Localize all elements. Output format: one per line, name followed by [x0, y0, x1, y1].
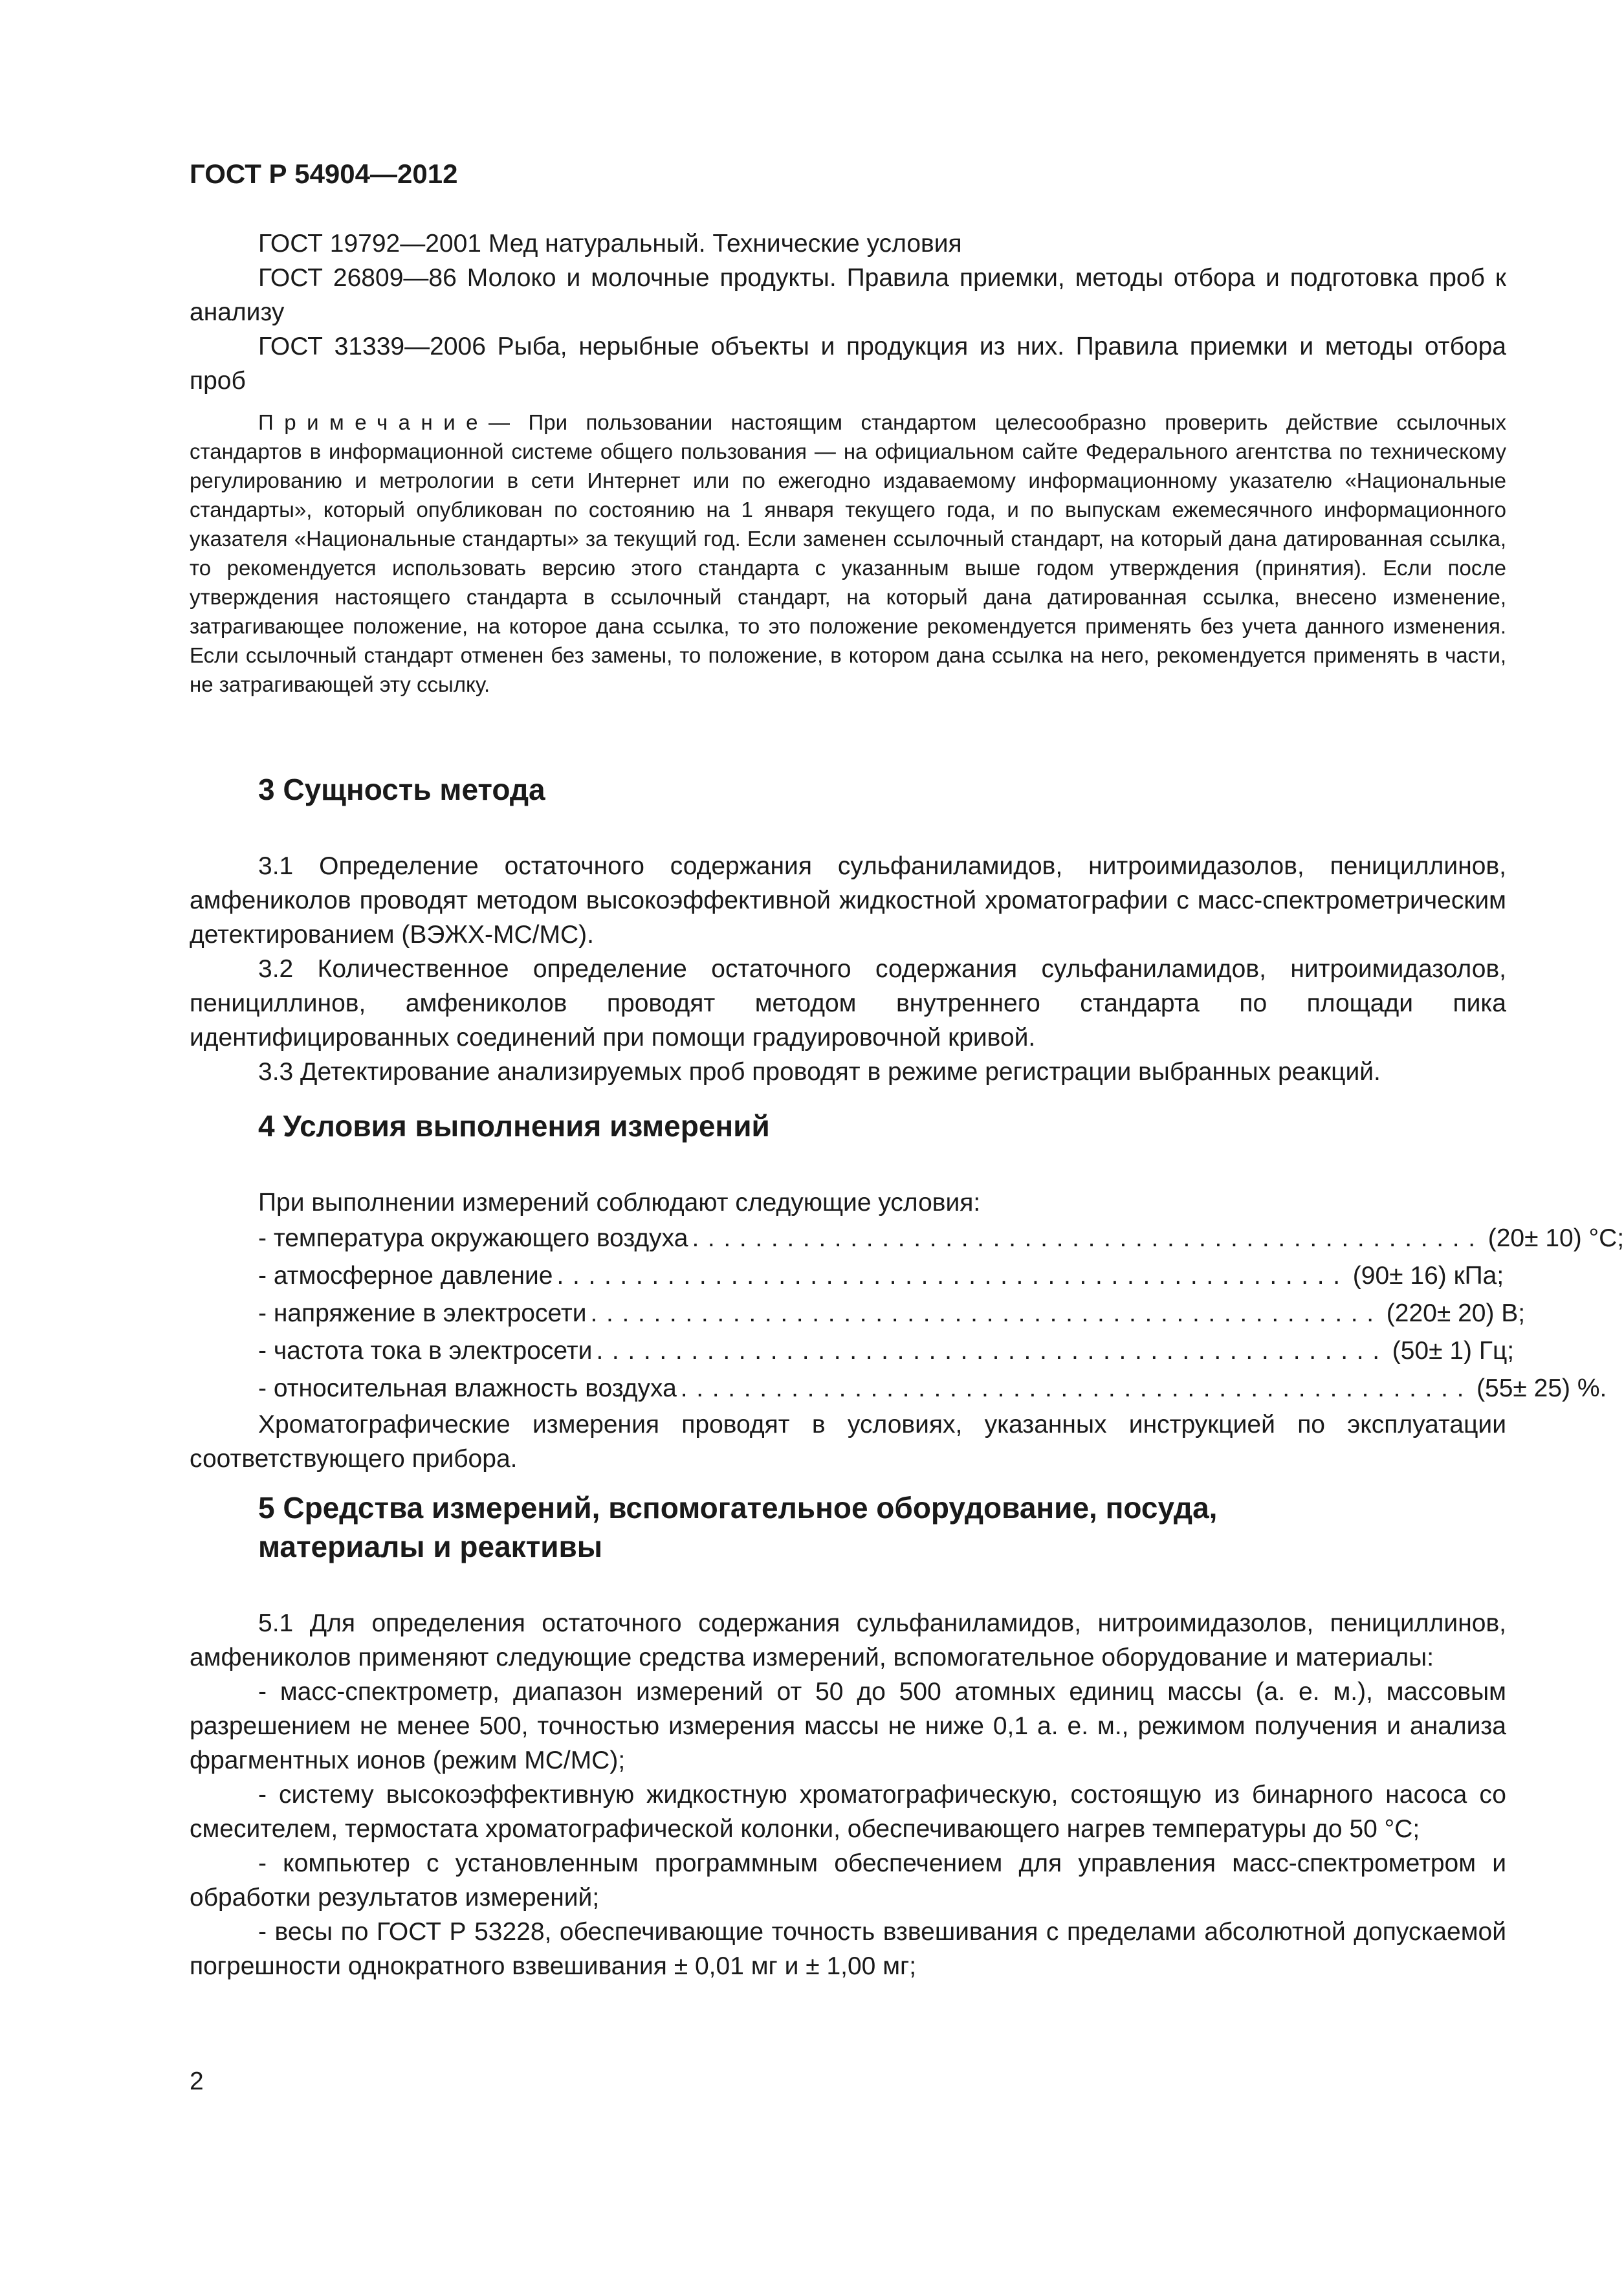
section-5	[190, 1488, 1506, 1983]
condition-label: - относительная влажность воздуха	[258, 1374, 677, 1402]
equipment-item: - масс-спектрометр, диапазон измерений от 50 до 500 атомных единиц массы (а. е. м.), массовым разрешением не менее 500, точностью измерения массы не ниже 0,1 а. е. м., режимом получения и анализа фрагментных ионов (режим МС/МС);	[190, 1678, 1506, 1774]
paragraph-3-1: 3.1 Определение остаточного содержания сульфаниламидов, нитроимидазолов, пенициллинов, амфениколов проводят методом высокоэффективной жидкостной хроматографии с масс-спектрометрическим детектированием (ВЭЖХ-МС/МС).	[190, 852, 1506, 949]
note-block	[190, 408, 1506, 699]
condition-value: (220± 20) В;	[1386, 1299, 1526, 1327]
condition-value: (90± 16) кПа;	[1352, 1262, 1504, 1290]
section-3-title: 3 Сущность метода	[258, 773, 545, 806]
section-4	[190, 1107, 1624, 1476]
section-5-title: 5 Средства измерений, вспомогательное оборудование, посуда, материалы и реактивы	[258, 1491, 1218, 1563]
condition-label: - температура окружающего воздуха	[258, 1224, 688, 1252]
page-number: 2	[190, 2067, 204, 2095]
condition-row: - атмосферное давление .................................................. (90± 16) кПа;	[258, 1257, 1293, 1295]
reference-item: ГОСТ 31339—2006 Рыба, нерыбные объекты и продукция из них. Правила приемки и методы отбора проб	[190, 333, 1506, 395]
condition-label: - частота тока в электросети	[258, 1337, 593, 1365]
paragraph-5-1: 5.1 Для определения остаточного содержания сульфаниламидов, нитроимидазолов, пенициллинов, амфениколов применяют следующие средства измерений, вспомогательное оборудование и материалы:	[190, 1609, 1506, 1671]
condition-label: - атмосферное давление	[258, 1262, 553, 1290]
condition-row: - напряжение в электросети .................................................. (220± 20) В;	[258, 1295, 1293, 1332]
conditions-intro: При выполнении измерений соблюдают следующие условия:	[258, 1189, 981, 1217]
conditions-outro: Хроматографические измерения проводят в условиях, указанных инструкцией по эксплуатации соответствующего прибора.	[190, 1411, 1506, 1473]
condition-value: (55± 25) %.	[1476, 1374, 1607, 1402]
condition-value: (50± 1) Гц;	[1392, 1337, 1515, 1365]
condition-label: - напряжение в электросети	[258, 1299, 587, 1327]
equipment-item: - систему высокоэффективную жидкостную хроматографическую, состоящую из бинарного насоса со смесителем, термостата хроматографической колонки, обеспечивающего нагрев температуры до 50 °С;	[190, 1781, 1506, 1843]
document-header: ГОСТ Р 54904—2012	[190, 159, 458, 189]
condition-row: - температура окружающего воздуха .................................................. (20± 10) °С;	[258, 1220, 1293, 1257]
equipment-item: - компьютер с установленным программным обеспечением для управления масс-спектрометром и обработки результатов измерений;	[190, 1849, 1506, 1912]
condition-row: - частота тока в электросети .................................................. (50± 1) Гц;	[258, 1332, 1293, 1370]
note-text	[190, 408, 1506, 699]
references-block	[190, 226, 1506, 398]
conditions-list	[190, 1220, 1624, 1407]
paragraph-3-2: 3.2 Количественное определение остаточного содержания сульфаниламидов, нитроимидазолов, пенициллинов, амфениколов проводят методом внутреннего стандарта по площади пика идентифицированных соединений при помощи градуировочной кривой.	[190, 955, 1506, 1052]
paragraph-3-3: 3.3 Детектирование анализируемых проб проводят в режиме регистрации выбранных реакций.	[258, 1058, 1381, 1086]
condition-row: - относительная влажность воздуха .................................................. (55± 25) %.	[258, 1370, 1293, 1407]
equipment-item: - весы по ГОСТ Р 53228, обеспечивающие точность взвешивания с пределами абсолютной допускаемой погрешности однократного взвешивания ± 0,01 мг и ± 1,00 мг;	[190, 1918, 1506, 1980]
section-4-title: 4 Условия выполнения измерений	[258, 1109, 770, 1143]
reference-item: ГОСТ 26809—86 Молоко и молочные продукты. Правила приемки, методы отбора и подготовка проб к анализу	[190, 264, 1506, 326]
section-3	[190, 770, 1506, 1089]
note-body: — При пользовании настоящим стандартом целесообразно проверить действие ссылочных стандартов в информационной системе общего пользования — на официальном сайте Федерального агентства по техническому регулированию и метрологии в сети Интернет или по ежегодно издаваемому информационному указателю «Национальные стандарты», который опубликован по состоянию на 1 января текущего года, и по выпускам ежемесячного информационного указателя «Национальные стандарты» за текущий год. Если заменен ссылочный стандарт, на который дана датированная ссылка, то рекомендуется использовать версию этого стандарта с указанным выше годом утверждения (принятия). Если после утверждения настоящего стандарта в ссылочный стандарт, на который дана датированная ссылка, внесено изменение, затрагивающее положение, на которое дана ссылка, то это положение рекомендуется применять без учета данного изменения. Если ссылочный стандарт отменен без замены, то положение, в котором дана ссылка на него, рекомендуется применять в части, не затрагивающей эту ссылку.	[190, 410, 1506, 696]
condition-value: (20± 10) °С;	[1487, 1224, 1624, 1252]
document-page	[190, 0, 1624, 2270]
reference-item: ГОСТ 19792—2001 Мед натуральный. Технические условия	[258, 230, 962, 258]
note-label: Примечание	[258, 410, 489, 434]
